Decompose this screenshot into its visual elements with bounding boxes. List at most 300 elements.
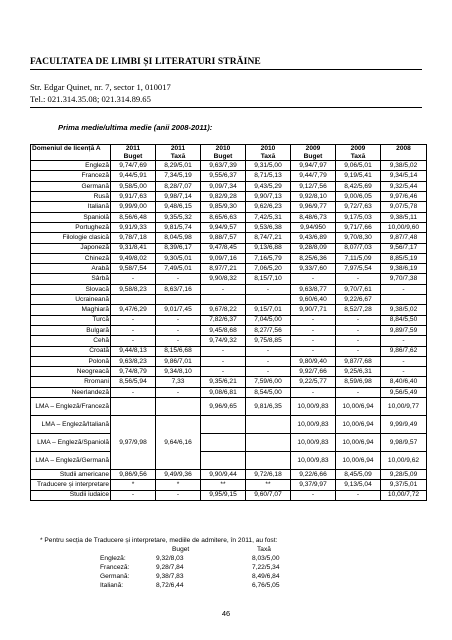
row-label: Studii americane — [31, 470, 111, 480]
footnote-row — [30, 572, 430, 581]
grade-cell: 8,85/5,19 — [381, 253, 427, 263]
footnote-language: Italiană: — [100, 582, 124, 589]
grade-cell: 9,95/9,15 — [201, 490, 246, 500]
header-domain — [31, 145, 111, 161]
grade-cell: 7,11/5,09 — [336, 253, 381, 263]
grade-cell: 9,62/6,23 — [246, 202, 291, 212]
grade-cell: 8,39/6,17 — [156, 243, 201, 253]
grade-cell: 8,25/6,36 — [291, 253, 336, 263]
row-label: Maghiară — [31, 305, 111, 315]
row-label: Japoneză — [31, 243, 111, 253]
grade-cell: 9,58/5,00 — [111, 181, 156, 191]
grade-cell: 9,38/5,02 — [381, 161, 427, 171]
grade-cell: 9,56/7,17 — [381, 243, 427, 253]
grade-cell: 9,34/8,10 — [156, 367, 201, 377]
grade-cell: 9,45/8,68 — [201, 325, 246, 335]
grade-cell: 10,00/6,94 — [336, 452, 381, 470]
grade-cell: - — [156, 336, 201, 346]
row-label: Portugheză — [31, 222, 111, 232]
footnote-value: 8,49/6,84 — [252, 573, 280, 580]
grade-cell: 9,72/6,18 — [246, 470, 291, 480]
table-row — [31, 202, 427, 212]
table-row — [31, 253, 427, 263]
grade-cell: - — [246, 346, 291, 356]
grade-cell: 9,12/7,56 — [291, 181, 336, 191]
table-row — [31, 346, 427, 356]
grade-cell: 9,94/950 — [291, 222, 336, 232]
grade-cell: 7,59/6,00 — [246, 377, 291, 387]
grade-cell — [246, 295, 291, 305]
row-label: Spaniolă — [31, 212, 111, 222]
grade-cell: 8,52/7,28 — [336, 305, 381, 315]
header-col: 2010 Buget — [201, 145, 246, 161]
grade-cell: - — [381, 336, 427, 346]
grade-cell: - — [156, 274, 201, 284]
table-row — [31, 325, 427, 335]
grade-cell: - — [336, 315, 381, 325]
grade-cell: 9,00/6,05 — [336, 192, 381, 202]
grade-cell: * — [156, 480, 201, 490]
grade-cell: 9,96/9,65 — [201, 398, 246, 416]
admission-grades-table — [30, 144, 427, 501]
row-label: LMA – Engleză/Germană — [31, 452, 111, 470]
row-label: Croată — [31, 346, 111, 356]
grade-cell: 9,47/6,29 — [111, 305, 156, 315]
grade-cell: 7,06/5,20 — [246, 264, 291, 274]
grade-cell: 9,85/9,30 — [201, 202, 246, 212]
grade-cell — [381, 295, 427, 305]
row-label: Traducere și interpretare — [31, 480, 111, 490]
grade-cell: 7,34/5,19 — [156, 171, 201, 181]
grade-cell — [246, 452, 291, 470]
grade-cell: 9,60/7,07 — [246, 490, 291, 500]
grade-cell: 9,56/5,49 — [381, 387, 427, 397]
grade-cell: 9,48/6,15 — [156, 202, 201, 212]
grade-cell: - — [111, 490, 156, 500]
grade-cell: 10,00/7,72 — [381, 490, 427, 500]
grade-cell: 9,81/5,74 — [156, 222, 201, 232]
grade-cell: 9,82/9,28 — [201, 192, 246, 202]
grade-cell: 9,90/9,44 — [201, 470, 246, 480]
footnote-row — [30, 563, 430, 572]
contact-block — [30, 82, 422, 105]
grade-cell: 10,00/9,83 — [291, 398, 336, 416]
document-header — [30, 57, 422, 108]
grade-cell: 9,32/5,44 — [381, 181, 427, 191]
grade-cell: 8,65/6,63 — [201, 212, 246, 222]
grade-cell: 10,00/9,83 — [291, 434, 336, 452]
grade-cell: 9,19/5,41 — [336, 171, 381, 181]
grade-cell: 8,29/5,01 — [156, 161, 201, 171]
footnote-value: 8,03/5,00 — [252, 555, 280, 562]
header-col: 2010 Taxă — [246, 145, 291, 161]
header-col: 2008 — [381, 145, 427, 161]
grade-cell: 9,25/6,31 — [336, 367, 381, 377]
grade-cell: 8,54/5,00 — [246, 387, 291, 397]
grade-cell: - — [156, 387, 201, 397]
table-row — [31, 243, 427, 253]
footnote-language: Engleză: — [100, 555, 126, 562]
grade-cell: 8,56/5,94 — [111, 377, 156, 387]
grade-cell — [156, 295, 201, 305]
grade-cell: 9,01/7,45 — [156, 305, 201, 315]
grade-cell — [246, 434, 291, 452]
footnote-value: 9,28/7,84 — [156, 564, 184, 571]
grade-cell: 9,38/6,19 — [381, 264, 427, 274]
grade-cell: 9,72/7,63 — [336, 202, 381, 212]
grade-cell: 8,84/5,50 — [381, 315, 427, 325]
grade-cell: 9,92/7,66 — [291, 367, 336, 377]
grade-cell: 8,48/6,73 — [291, 212, 336, 222]
grade-cell: 8,45/5,09 — [336, 470, 381, 480]
grade-cell: 9,35/6,21 — [201, 377, 246, 387]
table-row — [31, 452, 427, 470]
row-label: Rromani — [31, 377, 111, 387]
row-label: Engleză — [31, 161, 111, 171]
grade-cell: 9,28/8,09 — [291, 243, 336, 253]
grade-cell: 9,43/6,89 — [291, 233, 336, 243]
table-body — [31, 161, 427, 501]
grade-cell: 10,00/9,60 — [381, 222, 427, 232]
footnote-value: 6,76/5,05 — [252, 582, 280, 589]
grade-cell: 9,98/7,14 — [156, 192, 201, 202]
faculty-title: FACULTATEA DE LIMBI ȘI LITERATURI STRĂINE — [30, 57, 422, 70]
grade-cell — [201, 434, 246, 452]
row-label: Franceză — [31, 171, 111, 181]
grade-cell: - — [336, 387, 381, 397]
grade-cell: 9,86/7,62 — [381, 346, 427, 356]
grade-cell: - — [291, 336, 336, 346]
grade-cell: 9,44/7,79 — [291, 171, 336, 181]
grade-cell: 9,94/9,57 — [201, 222, 246, 232]
grade-cell: - — [111, 325, 156, 335]
grade-cell — [201, 452, 246, 470]
table-row — [31, 181, 427, 191]
grade-cell: - — [291, 315, 336, 325]
grade-cell: 8,04/5,98 — [156, 233, 201, 243]
grade-cell: 9,70/7,38 — [381, 274, 427, 284]
grade-cell: - — [246, 284, 291, 294]
grade-cell: 9,99/9,49 — [381, 416, 427, 434]
divider — [30, 107, 422, 108]
table-row — [31, 284, 427, 294]
grade-cell: - — [336, 490, 381, 500]
grade-cell — [111, 398, 156, 416]
grade-cell: - — [291, 387, 336, 397]
grade-cell: 10,00/6,94 — [336, 434, 381, 452]
row-label: Neerlandeză — [31, 387, 111, 397]
footnote-row — [30, 554, 430, 563]
table-row — [31, 367, 427, 377]
header-col: 2009 Taxă — [336, 145, 381, 161]
grade-cell: - — [201, 367, 246, 377]
grade-cell: - — [156, 315, 201, 325]
table-row — [31, 233, 427, 243]
row-label: Rusă — [31, 192, 111, 202]
grade-cell: 9,99/9,00 — [111, 202, 156, 212]
grade-cell: 9,89/7,59 — [381, 325, 427, 335]
page-number: 46 — [221, 609, 231, 618]
grade-cell: - — [111, 315, 156, 325]
grade-cell: - — [381, 367, 427, 377]
table-row — [31, 470, 427, 480]
grade-cell: - — [336, 274, 381, 284]
grade-cell: - — [156, 325, 201, 335]
grade-cell — [201, 295, 246, 305]
grade-cell: 9,33/7,60 — [291, 264, 336, 274]
grade-cell: - — [336, 336, 381, 346]
grade-cell: 9,49/9,36 — [156, 470, 201, 480]
grade-cell: 9,86/7,01 — [156, 356, 201, 366]
grade-cell: ** — [201, 480, 246, 490]
grade-cell: 9,22/5,77 — [291, 377, 336, 387]
row-label: Turcă — [31, 315, 111, 325]
row-label: Polonă — [31, 356, 111, 366]
header-col: 2011 Taxă — [156, 145, 201, 161]
table-header-row — [31, 145, 427, 161]
grade-cell: 7,04/5,00 — [246, 315, 291, 325]
grade-cell — [111, 295, 156, 305]
grade-cell: 7,97/5,54 — [336, 264, 381, 274]
grade-cell: 10,00/6,94 — [336, 398, 381, 416]
footnote-value: 9,38/7,83 — [156, 573, 184, 580]
grade-cell: 9,91/9,33 — [111, 222, 156, 232]
table-row — [31, 315, 427, 325]
grade-cell: 8,07/7,03 — [336, 243, 381, 253]
grade-cell: 9,86/9,56 — [111, 470, 156, 480]
grade-cell: 8,56/6,48 — [111, 212, 156, 222]
grade-cell: 9,47/8,45 — [201, 243, 246, 253]
grade-cell: - — [201, 284, 246, 294]
grade-cell: 9,91/7,63 — [111, 192, 156, 202]
table-row — [31, 336, 427, 346]
row-label: Sârbă — [31, 274, 111, 284]
footnote-language: Franceză: — [100, 564, 130, 571]
grade-cell: 8,71/5,13 — [246, 171, 291, 181]
grade-cell: 9,90/8,32 — [201, 274, 246, 284]
grade-cell: 9,43/5,29 — [246, 181, 291, 191]
grade-cell: 9,06/5,01 — [336, 161, 381, 171]
table-row — [31, 356, 427, 366]
grade-cell: - — [201, 346, 246, 356]
table-row — [31, 222, 427, 232]
grade-cell: - — [291, 274, 336, 284]
grade-cell: 9,38/5,02 — [381, 305, 427, 315]
table-row — [31, 434, 427, 452]
grade-cell: - — [381, 284, 427, 294]
grade-cell: 9,97/6,46 — [381, 192, 427, 202]
footnote-col-taxa: Taxă — [257, 546, 271, 553]
table-row — [31, 274, 427, 284]
grade-cell: 7,33 — [156, 377, 201, 387]
grade-cell: - — [336, 346, 381, 356]
grade-cell: 9,70/8,30 — [336, 233, 381, 243]
grade-cell: 9,92/8,10 — [291, 192, 336, 202]
grade-cell: - — [381, 356, 427, 366]
grade-cell: 9,63/8,77 — [291, 284, 336, 294]
grade-cell: - — [111, 274, 156, 284]
grade-cell: 8,97/7,21 — [201, 264, 246, 274]
grade-cell: 9,30/5,01 — [156, 253, 201, 263]
grade-cell: 9,87/7,68 — [336, 356, 381, 366]
header-domain-label: Domeniul de licență A — [32, 145, 101, 152]
grade-cell: 8,59/6,98 — [336, 377, 381, 387]
grade-cell: 9,74/9,32 — [201, 336, 246, 346]
row-label: LMA – Engleză/Franceză — [31, 398, 111, 416]
grade-cell: 9,81/6,35 — [246, 398, 291, 416]
grade-cell: 9,22/6,67 — [336, 295, 381, 305]
grade-cell: 9,37/9,97 — [291, 480, 336, 490]
grade-cell — [156, 398, 201, 416]
grade-cell: 10,00/9,83 — [291, 452, 336, 470]
address-line: Str. Edgar Quinet, nr. 7, sector 1, 010017 — [30, 82, 171, 92]
grade-cell: 7,16/5,79 — [246, 253, 291, 263]
row-label: Studii iudaice — [31, 490, 111, 500]
row-label: Cehă — [31, 336, 111, 346]
table-row — [31, 295, 427, 305]
grade-cell: 9,13/5,04 — [336, 480, 381, 490]
grade-cell: 9,80/9,40 — [291, 356, 336, 366]
grade-cell: - — [246, 367, 291, 377]
header-col: 2009 Buget — [291, 145, 336, 161]
grade-cell: 8,42/5,69 — [336, 181, 381, 191]
footnote-col-buget: Buget — [172, 546, 190, 553]
grade-cell — [201, 416, 246, 434]
table-row — [31, 387, 427, 397]
table-row — [31, 305, 427, 315]
row-label: Italiană — [31, 202, 111, 212]
grade-cell: 9,58/8,23 — [111, 284, 156, 294]
grade-cell: 9,90/7,71 — [291, 305, 336, 315]
table-row — [31, 398, 427, 416]
phone-line: Tel.: 021.314.35.08; 021.314.89.65 — [30, 93, 151, 104]
grade-cell: 9,96/9,77 — [291, 202, 336, 212]
footnote-value: 8,72/6,44 — [156, 582, 184, 589]
grade-cell: 10,00/9,62 — [381, 452, 427, 470]
grade-cell: 9,44/5,91 — [111, 171, 156, 181]
grade-cell: - — [201, 356, 246, 366]
table-row — [31, 171, 427, 181]
grade-cell: - — [156, 490, 201, 500]
grade-cell: 9,15/7,01 — [246, 305, 291, 315]
grade-cell: 10,00/9,83 — [291, 416, 336, 434]
grade-cell: 9,88/7,57 — [201, 233, 246, 243]
grade-cell: 9,75/8,85 — [246, 336, 291, 346]
grade-cell: - — [336, 325, 381, 335]
table-row — [31, 416, 427, 434]
footnote-block — [30, 536, 430, 590]
row-label: Ucraineană — [31, 295, 111, 305]
grade-cell: 9,09/7,34 — [201, 181, 246, 191]
row-label: Bulgară — [31, 325, 111, 335]
grade-cell: 9,98/9,57 — [381, 434, 427, 452]
grade-cell: 9,60/6,40 — [291, 295, 336, 305]
grade-cell: 9,74/7,69 — [111, 161, 156, 171]
grade-cell: - — [246, 356, 291, 366]
grade-cell: 9,63/8,23 — [111, 356, 156, 366]
footnote-header-row — [30, 545, 430, 554]
footnote-value: 9,32/8,03 — [156, 555, 184, 562]
grade-cell: 9,37/5,01 — [381, 480, 427, 490]
table-row — [31, 212, 427, 222]
grade-cell: 7,49/5,01 — [156, 264, 201, 274]
table-row — [31, 480, 427, 490]
grade-cell: 10,00/6,94 — [336, 416, 381, 434]
row-label: LMA – Engleză/Spaniolă — [31, 434, 111, 452]
grade-cell: 9,74/8,79 — [111, 367, 156, 377]
grade-cell: 9,08/6,81 — [201, 387, 246, 397]
header-col: 2011 Buget — [111, 145, 156, 161]
grade-cell: 9,31/8,41 — [111, 243, 156, 253]
grade-cell: 9,94/7,97 — [291, 161, 336, 171]
footnote-intro: * Pentru secția de Traducere și interpretare, mediile de admitere, în 2011, au fost: — [40, 537, 278, 544]
table-caption: Prima medie/ultima medie (anii 2008-2011): — [58, 123, 213, 132]
grade-cell: 9,70/7,61 — [336, 284, 381, 294]
row-label: LMA – Engleză/Italiană — [31, 416, 111, 434]
footnote-row — [30, 581, 430, 590]
grade-cell: 9,17/5,03 — [336, 212, 381, 222]
grade-cell: - — [111, 387, 156, 397]
grade-cell: - — [291, 490, 336, 500]
grade-cell: 9,31/5,00 — [246, 161, 291, 171]
row-label: Chineză — [31, 253, 111, 263]
footnote-value: 7,22/5,34 — [252, 564, 280, 571]
grade-cell: 9,49/8,02 — [111, 253, 156, 263]
grade-cell: 8,63/7,16 — [156, 284, 201, 294]
grade-cell: 9,87/7,48 — [381, 233, 427, 243]
grade-cell: 9,71/7,66 — [336, 222, 381, 232]
grade-cell: 9,07/5,78 — [381, 202, 427, 212]
table-row — [31, 264, 427, 274]
grade-cell: 9,34/5,14 — [381, 171, 427, 181]
grade-cell: 9,67/8,22 — [201, 305, 246, 315]
grade-cell: 9,78/7,18 — [111, 233, 156, 243]
grade-cell: 9,13/6,88 — [246, 243, 291, 253]
grade-cell — [246, 416, 291, 434]
grade-cell: ** — [246, 480, 291, 490]
row-label: Slovacă — [31, 284, 111, 294]
grade-cell: 9,28/5,09 — [381, 470, 427, 480]
row-label: Arabă — [31, 264, 111, 274]
row-label: Filologie clasică — [31, 233, 111, 243]
grade-cell: 9,97/9,98 — [111, 416, 156, 470]
grade-cell: 8,15/7,10 — [246, 274, 291, 284]
table-row — [31, 192, 427, 202]
grade-cell: 8,74/7,21 — [246, 233, 291, 243]
grade-cell: - — [111, 336, 156, 346]
grade-cell: 8,28/7,07 — [156, 181, 201, 191]
grade-cell: 9,63/7,39 — [201, 161, 246, 171]
grade-cell: 9,35/5,32 — [156, 212, 201, 222]
footnote-rows — [30, 554, 430, 590]
grade-cell: * — [111, 480, 156, 490]
grade-cell: 9,53/6,38 — [246, 222, 291, 232]
row-label: Germană — [31, 181, 111, 191]
grade-cell: 7,82/6,37 — [201, 315, 246, 325]
grade-cell: 8,15/6,68 — [156, 346, 201, 356]
grade-cell: 9,90/7,13 — [246, 192, 291, 202]
grade-cell: - — [291, 346, 336, 356]
grade-cell: 7,42/5,31 — [246, 212, 291, 222]
row-label: Neogreacă — [31, 367, 111, 377]
grade-cell: 9,58/7,54 — [111, 264, 156, 274]
table-row — [31, 490, 427, 500]
grade-cell: 9,55/6,37 — [201, 171, 246, 181]
grade-cell: 9,22/6,66 — [291, 470, 336, 480]
grade-cell: 9,44/8,13 — [111, 346, 156, 356]
table-row — [31, 161, 427, 171]
grade-cell: 10,00/9,77 — [381, 398, 427, 416]
